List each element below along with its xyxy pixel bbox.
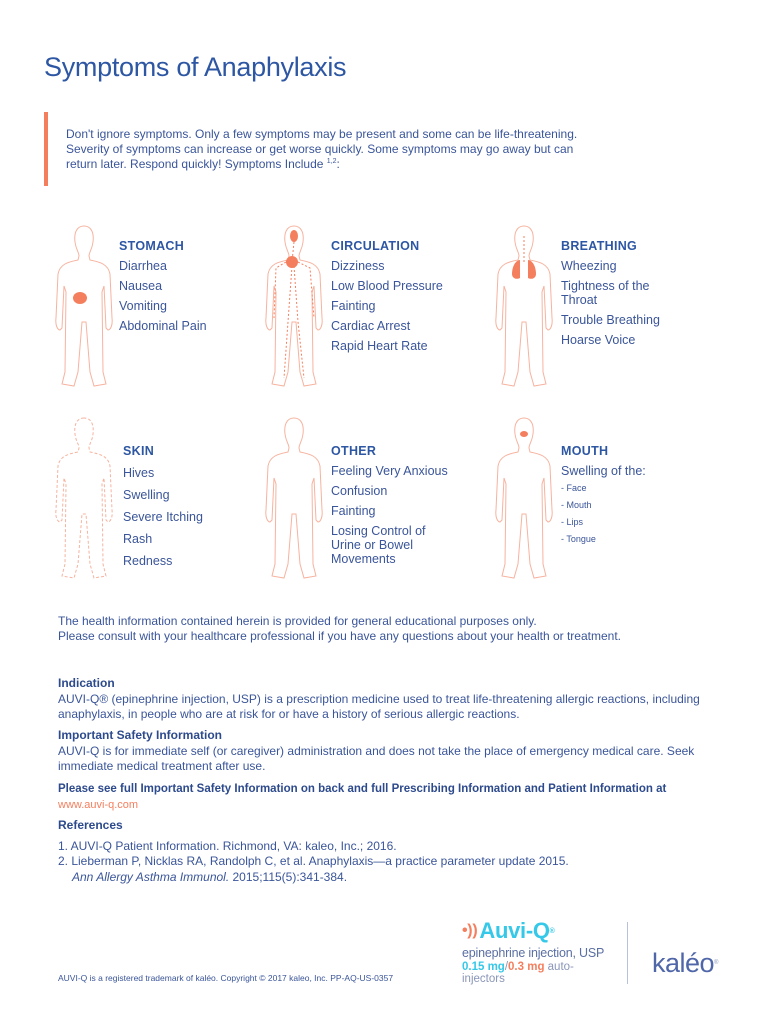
references-heading: References (58, 818, 123, 832)
dose-suffix: auto-injectors (462, 961, 574, 985)
auvi-q-website-link[interactable]: www.auvi-q.com (58, 799, 139, 811)
category-heading: CIRCULATION (331, 239, 420, 253)
category-skin (123, 444, 203, 574)
page-title: Symptoms of Anaphylaxis (44, 52, 347, 82)
symptom-subitem: - Face (561, 483, 587, 493)
body-figure-breathing-icon (492, 222, 556, 392)
category-stomach (119, 239, 207, 339)
dose-info (462, 961, 612, 985)
intro-suffix: : (336, 157, 340, 171)
body-figure-other-icon (262, 414, 326, 584)
reference-citation (58, 870, 738, 886)
brand-divider (627, 922, 628, 984)
symptom-item: Redness (123, 554, 173, 568)
symptom-item: Tightness of the Throat (561, 279, 650, 307)
signal-waves-icon: •)) (462, 922, 478, 939)
disclaimer-line: The health information contained herein is provided for general educational purposes only. (58, 614, 537, 628)
category-heading: OTHER (331, 444, 377, 458)
symptom-item: Abdominal Pain (119, 319, 207, 333)
indication-text: AUVI-Q® (epinephrine injection, USP) is a prescription medicine used to treat life-threatening allergic reactions, including anaphylaxis, in people who are at risk for or have a history of serious allergic reactions. (58, 691, 700, 721)
body-figure-stomach-icon (52, 222, 116, 392)
auvi-q-brand-block (462, 918, 612, 985)
indication-section (58, 676, 738, 723)
symptom-item: Trouble Breathing (561, 313, 660, 327)
body-figure-skin-icon (52, 414, 116, 584)
indication-heading: Indication (58, 676, 115, 690)
reference-item: 1. AUVI-Q Patient Information. Richmond, VA: kaleo, Inc.; 2016. (58, 838, 397, 853)
symptom-item: Swelling of the: (561, 464, 646, 478)
symptom-item: Swelling (123, 488, 170, 502)
reference-superscript: 1,2 (326, 158, 337, 165)
category-heading: SKIN (123, 444, 155, 458)
symptom-item: Fainting (331, 504, 376, 518)
symptom-item: Low Blood Pressure (331, 279, 443, 293)
symptom-item: Hives (123, 466, 155, 480)
safety-text: AUVI-Q is for immediate self (or caregiver) administration and does not take the place of emergency medical care. Seek immediate medical treatment after use. (58, 743, 695, 773)
copyright-footer: AUVI-Q is a registered trademark of kaléo. Copyright © 2017 kaleo, Inc. PP-AQ-US-0357 (58, 973, 394, 983)
product-name: Auvi-Q (479, 918, 550, 943)
symptom-item: Rash (123, 532, 153, 546)
citation-detail: 2015;115(5):341-384. (229, 869, 348, 884)
symptom-subitem: - Mouth (561, 500, 592, 510)
category-breathing (561, 239, 671, 353)
see-full-info-text: Please see full Important Safety Information on back and full Prescribing Information and Patient Information at (58, 782, 667, 795)
body-figure-circulation-icon (262, 222, 326, 392)
intro-paragraph (66, 127, 606, 172)
symptom-item: Confusion (331, 484, 388, 498)
dose-high: 0.3 mg (508, 961, 545, 973)
category-heading: MOUTH (561, 444, 609, 458)
company-name: kaléo (652, 948, 715, 978)
category-other (331, 444, 451, 572)
symptom-item: Vomiting (119, 299, 167, 313)
registered-mark: ® (714, 960, 718, 966)
symptom-item: Severe Itching (123, 510, 203, 524)
reference-item: 2. Lieberman P, Nicklas RA, Randolph C, et al. Anaphylaxis—a practice parameter update 2015. (58, 854, 569, 868)
symptom-item: Nausea (119, 279, 163, 293)
safety-heading: Important Safety Information (58, 728, 223, 742)
symptom-item: Cardiac Arrest (331, 319, 411, 333)
intro-text: Don't ignore symptoms. Only a few symptoms may be present and some can be life-threatening. Severity of symptoms can increase or get worse quickly. Some symptoms may go away but can return later. Respond quickly! Symptoms Include (66, 127, 578, 171)
symptom-item: Dizziness (331, 259, 385, 273)
symptom-subitem: - Lips (561, 517, 584, 527)
educational-disclaimer (58, 614, 738, 644)
category-mouth (561, 444, 646, 551)
category-circulation (331, 239, 443, 359)
symptom-item: Losing Control of Urine or Bowel Movements (331, 524, 426, 566)
intro-accent-bar (44, 112, 48, 186)
dose-low: 0.15 mg (462, 961, 505, 973)
category-heading: BREATHING (561, 239, 638, 253)
symptom-item: Wheezing (561, 259, 617, 273)
registered-mark: ® (549, 927, 555, 935)
symptom-item: Feeling Very Anxious (331, 464, 448, 478)
safety-section (58, 728, 738, 814)
category-heading: STOMACH (119, 239, 185, 253)
symptom-item: Fainting (331, 299, 376, 313)
product-subtitle: epinephrine injection, USP (462, 946, 605, 960)
symptom-subitem: - Tongue (561, 534, 596, 544)
auvi-q-logo (462, 918, 612, 944)
journal-name: Ann Allergy Asthma Immunol. (72, 869, 230, 884)
symptom-item: Diarrhea (119, 259, 167, 273)
body-figure-mouth-icon (492, 414, 556, 584)
disclaimer-line: Please consult with your healthcare professional if you have any questions about your health or treatment. (58, 629, 621, 643)
references-section (58, 818, 738, 885)
symptom-item: Hoarse Voice (561, 333, 636, 347)
kaleo-logo (652, 948, 718, 979)
dose-separator: / (504, 961, 509, 973)
symptom-item: Rapid Heart Rate (331, 339, 428, 353)
